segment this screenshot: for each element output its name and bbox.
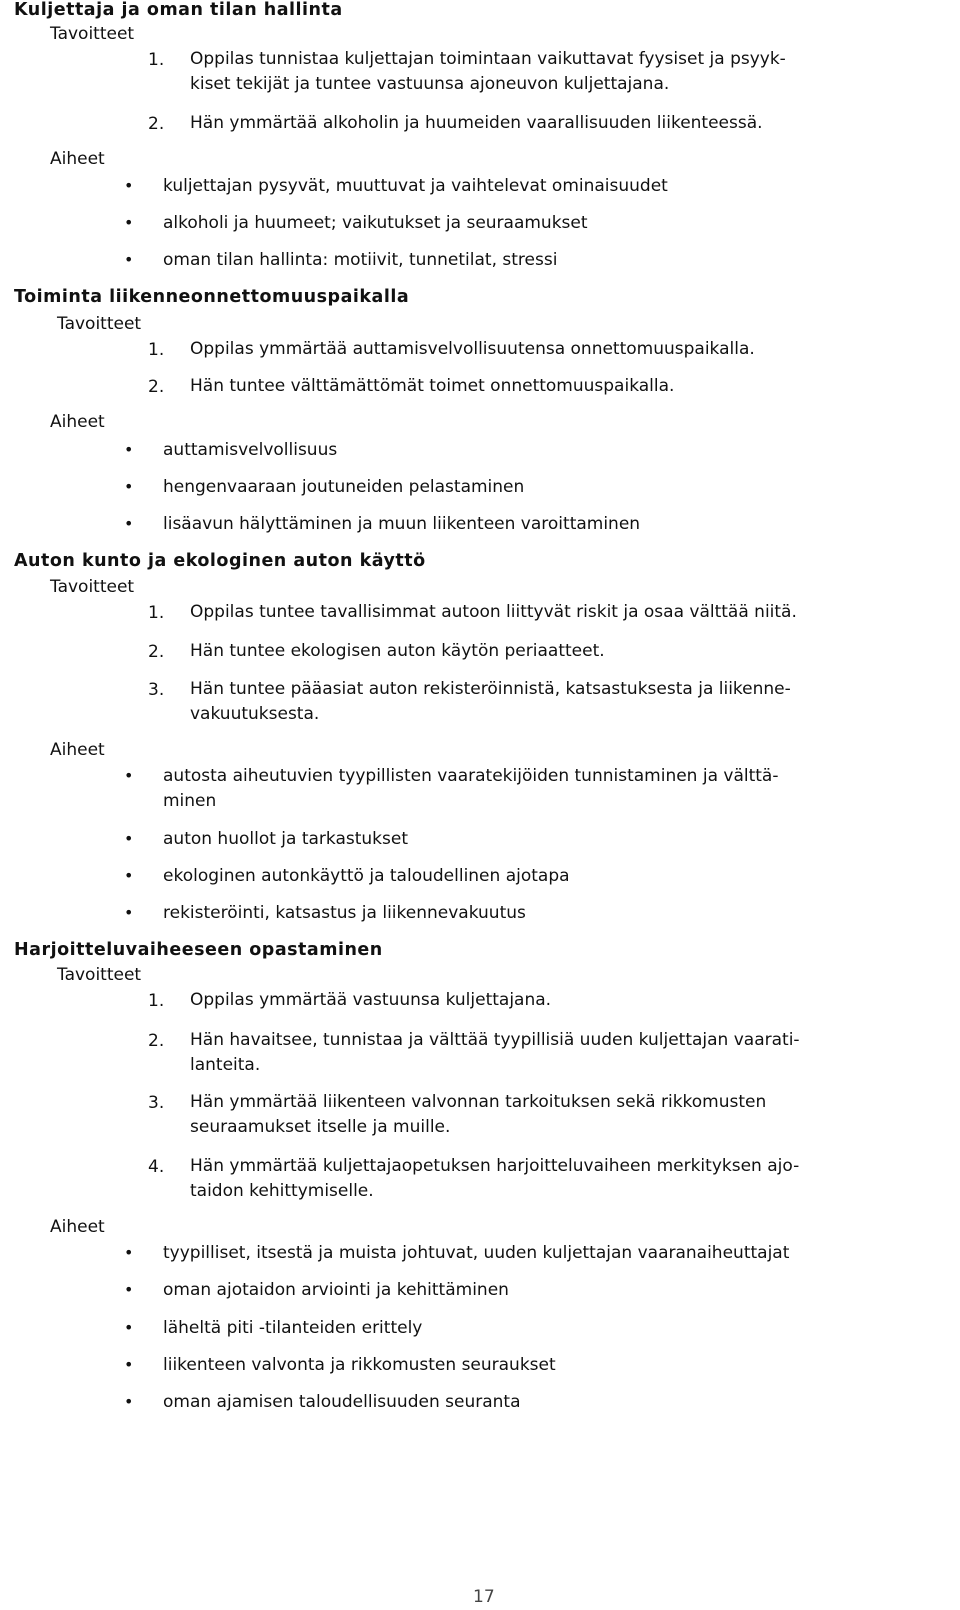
goal-text-line: Hän ymmärtää alkoholin ja huumeiden vaarallisuuden liikenteessä. (190, 113, 763, 133)
topic-text-line: läheltä piti -tilanteiden erittely (163, 1318, 423, 1338)
goal-text-line: Oppilas ymmärtää vastuunsa kuljettajana. (190, 990, 552, 1010)
goal-text-line: vakuutuksesta. (190, 704, 320, 724)
goal-number: 2. (148, 1031, 165, 1051)
bullet: • (124, 440, 134, 459)
bullet: • (124, 176, 134, 195)
bullet: • (124, 1243, 134, 1262)
goal-text-line: Hän ymmärtää kuljettajaopetuksen harjoitteluvaiheen merkityksen ajo- (190, 1156, 800, 1176)
goal-text-line: seuraamukset itselle ja muille. (190, 1117, 451, 1137)
bullet: • (124, 766, 134, 785)
bullet: • (124, 1318, 134, 1337)
goal-text-line: Hän tuntee pääasiat auton rekisteröinnistä, katsastuksesta ja liikenne- (190, 679, 791, 699)
goal-number: 1. (148, 50, 165, 70)
bullet: • (124, 514, 134, 533)
topic-text-line: alkoholi ja huumeet; vaikutukset ja seuraamukset (163, 213, 588, 233)
goal-text-line: kiset tekijät ja tuntee vastuunsa ajoneuvon kuljettajana. (190, 74, 670, 94)
bullet: • (124, 477, 134, 496)
page-number: 17 (473, 1587, 495, 1607)
goal-text-line: Oppilas tuntee tavallisimmat autoon liittyvät riskit ja osaa välttää niitä. (190, 602, 797, 622)
goals-label: Tavoitteet (57, 965, 142, 985)
topic-text-line: hengenvaaraan joutuneiden pelastaminen (163, 477, 525, 497)
bullet: • (124, 1355, 134, 1374)
goal-number: 3. (148, 1093, 165, 1113)
goals-label: Tavoitteet (50, 577, 135, 597)
topic-text-line: auttamisvelvollisuus (163, 440, 338, 460)
goal-number: 4. (148, 1157, 165, 1177)
topic-text-line: auton huollot ja tarkastukset (163, 829, 409, 849)
topics-label: Aiheet (50, 1217, 105, 1237)
goal-text-line: Oppilas tunnistaa kuljettajan toimintaan vaikuttavat fyysiset ja psyyk- (190, 49, 786, 69)
goal-text-line: Oppilas ymmärtää auttamisvelvollisuutensa onnettomuuspaikalla. (190, 339, 755, 359)
topic-text-line: minen (163, 791, 217, 811)
topics-label: Aiheet (50, 740, 105, 760)
topic-text-line: tyypilliset, itsestä ja muista johtuvat, uuden kuljettajan vaaranaiheuttajat (163, 1243, 790, 1263)
topics-label: Aiheet (50, 149, 105, 169)
topic-text-line: oman ajotaidon arviointi ja kehittäminen (163, 1280, 509, 1300)
topics-label: Aiheet (50, 412, 105, 432)
goal-text-line: Hän ymmärtää liikenteen valvonnan tarkoituksen sekä rikkomusten (190, 1092, 767, 1112)
goal-number: 2. (148, 377, 165, 397)
section-title: Auton kunto ja ekologinen auton käyttö (14, 551, 426, 571)
goal-text-line: Hän tuntee ekologisen auton käytön periaatteet. (190, 641, 605, 661)
goals-label: Tavoitteet (57, 314, 142, 334)
goal-number: 2. (148, 642, 165, 662)
topic-text-line: lisäavun hälyttäminen ja muun liikenteen varoittaminen (163, 514, 641, 534)
goal-number: 3. (148, 680, 165, 700)
section-title: Harjoitteluvaiheeseen opastaminen (14, 940, 383, 960)
goal-text-line: lanteita. (190, 1055, 261, 1075)
bullet: • (124, 866, 134, 885)
bullet: • (124, 1392, 134, 1411)
goals-label: Tavoitteet (50, 24, 135, 44)
section-title: Toiminta liikenneonnettomuuspaikalla (14, 287, 410, 307)
goal-number: 1. (148, 603, 165, 623)
bullet: • (124, 903, 134, 922)
topic-text-line: kuljettajan pysyvät, muuttuvat ja vaihtelevat ominaisuudet (163, 176, 668, 196)
bullet: • (124, 829, 134, 848)
topic-text-line: oman tilan hallinta: motiivit, tunnetilat, stressi (163, 250, 558, 270)
topic-text-line: liikenteen valvonta ja rikkomusten seuraukset (163, 1355, 556, 1375)
goal-number: 1. (148, 991, 165, 1011)
topic-text-line: ekologinen autonkäyttö ja taloudellinen ajotapa (163, 866, 570, 886)
topic-text-line: rekisteröinti, katsastus ja liikennevakuutus (163, 903, 526, 923)
goal-number: 2. (148, 114, 165, 134)
goal-text-line: taidon kehittymiselle. (190, 1181, 374, 1201)
goal-number: 1. (148, 340, 165, 360)
goal-text-line: Hän havaitsee, tunnistaa ja välttää tyypillisiä uuden kuljettajan vaarati- (190, 1030, 800, 1050)
bullet: • (124, 250, 134, 269)
topic-text-line: autosta aiheutuvien tyypillisten vaaratekijöiden tunnistaminen ja välttä- (163, 766, 779, 786)
goal-text-line: Hän tuntee välttämättömät toimet onnettomuuspaikalla. (190, 376, 675, 396)
topic-text-line: oman ajamisen taloudellisuuden seuranta (163, 1392, 521, 1412)
section-title: Kuljettaja ja oman tilan hallinta (14, 0, 343, 20)
bullet: • (124, 1280, 134, 1299)
bullet: • (124, 213, 134, 232)
